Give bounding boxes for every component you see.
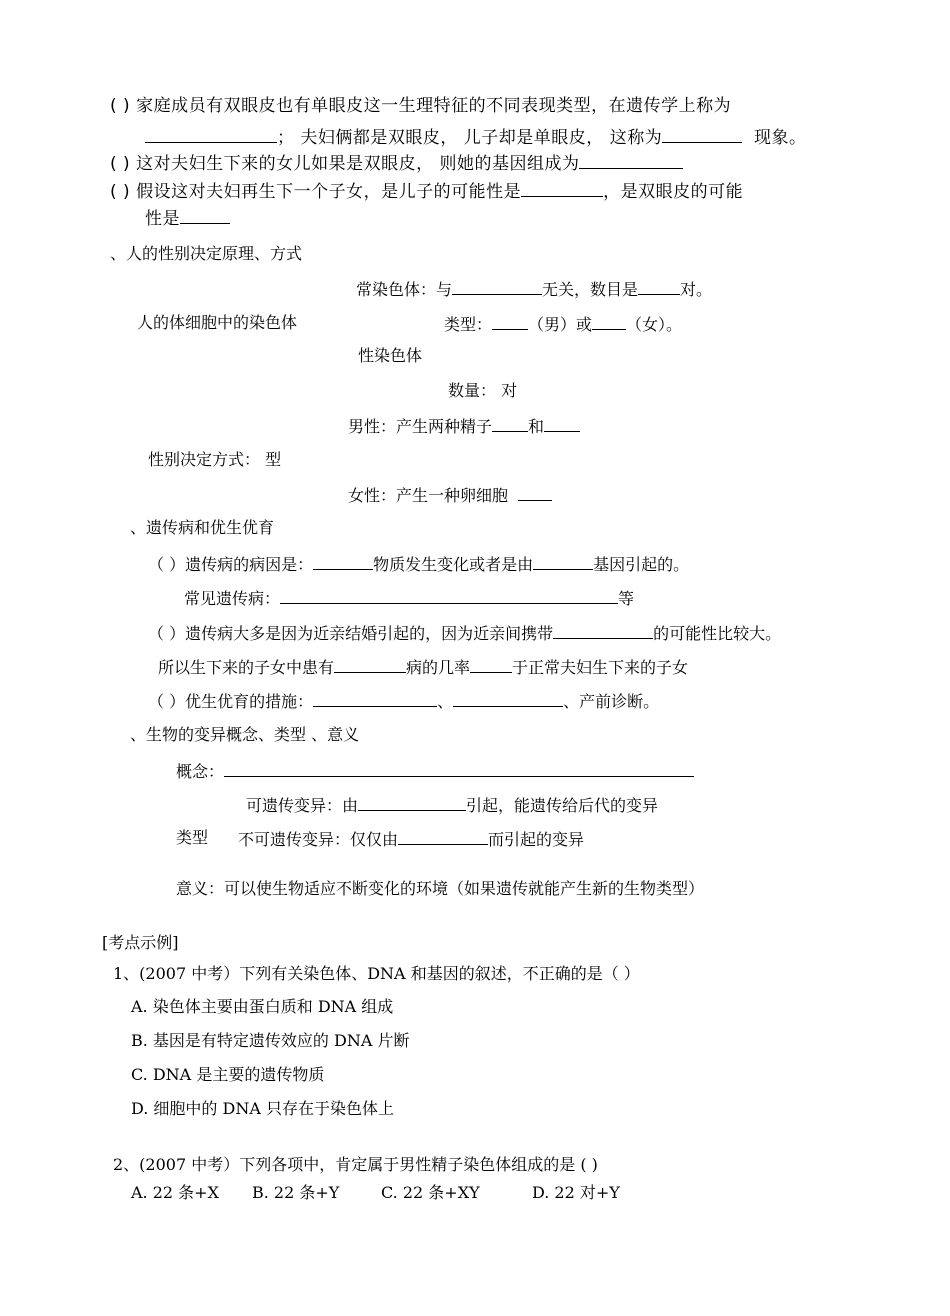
blank[interactable] [662,126,742,143]
common-disease-line: 常见遗传病： 等 [184,589,635,608]
blank[interactable] [544,415,580,432]
variation-meaning: 意义：可以使生物适应不断变化的环境（如果遗传就能产生新的生物类型） [176,879,705,898]
heritable-variation-line: 可遗传变异：由 引起，能遗传给后代的变异 [246,796,659,815]
blank[interactable] [470,656,512,673]
blank[interactable] [492,313,528,330]
blank[interactable] [224,760,694,777]
question-3: ( ) 假设这对夫妇再生下一个子女，是儿子的可能性是 ，是双眼皮的可能 [110,182,744,202]
blank[interactable] [453,690,563,707]
blank[interactable] [280,587,618,604]
question-2 [110,152,683,174]
question-3-line2: 性是 [145,207,230,229]
blank[interactable] [452,278,542,295]
autosome-line: 常染色体：与 无关，数目是 对。 [356,280,713,299]
consanguinity-line: （ ）遗传病大多是因为近亲结婚引起的，因为近亲间携带 的可能性比较大。 [148,624,782,643]
blank[interactable] [313,690,437,707]
blank[interactable] [553,622,653,639]
option-1a[interactable]: A. 染色体主要由蛋白质和 DNA 组成 [131,997,394,1016]
female-line: 女性：产生一种卵细胞 [348,484,552,506]
blank[interactable] [398,828,488,845]
probability-line: 所以生下来的子女中患有 病的几率 于正常夫妇生下来的子女 [158,658,689,677]
type-line: 类型： （男）或 （女）。 [444,315,683,334]
blank[interactable] [592,313,626,330]
option-2d[interactable]: D. 22 对+Y [532,1183,620,1202]
blank[interactable] [358,794,466,811]
question-text: 家庭成员有双眼皮也有单眼皮这一生理特征的不同表现类型，在遗传学上称为 [136,96,732,116]
male-line: 男性：产生两种精子 和 [348,415,580,437]
blank[interactable] [518,484,552,501]
blank[interactable] [145,126,277,143]
eugenics-line: （ ）优生优育的措施： 、 、产前诊断。 [148,692,660,711]
blank[interactable] [492,415,528,432]
blank[interactable] [334,656,406,673]
disease-cause-line: （ ）遗传病的病因是： 物质发生变化或者是由 基因引起的。 [148,555,690,574]
sex-determination-method: 性别决定方式： 型 [148,450,282,469]
question-text: 这对夫妇生下来的女儿如果是双眼皮， 则她的基因组成为 [136,154,580,174]
blank[interactable] [313,553,373,570]
option-2b[interactable]: B. 22 条+Y [252,1183,340,1202]
blank[interactable] [533,553,593,570]
question-1 [110,96,731,116]
count-line: 数量： 对 [448,381,518,400]
section-heading-disease: 、遗传病和优生优育 [130,518,275,537]
blank[interactable] [180,207,230,224]
concept-line: 概念： [176,760,694,782]
blank[interactable] [638,278,680,295]
section-heading-variation: 、生物的变异概念、类型 、意义 [130,725,360,744]
example-question-1: 1、(2007 中考）下列有关染色体、DNA 和基因的叙述，不正确的是（ ） [113,964,640,983]
question-1-line2: ； 夫妇俩都是双眼皮， 儿子却是单眼皮， 这称为 现象。 [145,126,807,148]
blank[interactable] [521,180,603,197]
option-2a[interactable]: A. 22 条+X [131,1183,219,1202]
answer-paren: ( ) [110,154,131,174]
option-1c[interactable]: C. DNA 是主要的遗传物质 [131,1065,325,1084]
answer-paren: ( ) [110,96,131,116]
option-2c[interactable]: C. 22 条+XY [381,1183,480,1202]
section-heading-sex: 、人的性别决定原理、方式 [110,244,303,263]
option-1d[interactable]: D. 细胞中的 DNA 只存在于染色体上 [131,1099,394,1118]
variation-type-label: 类型 [176,828,209,847]
nonheritable-variation-line: 不可遗传变异：仅仅由 而引起的变异 [238,830,585,849]
blank[interactable] [579,152,683,169]
somatic-chromosome-label: 人的体细胞中的染色体 [137,313,298,332]
examples-heading: [考点示例] [102,933,179,952]
answer-paren: ( ) [110,182,131,202]
option-1b[interactable]: B. 基因是有特定遗传效应的 DNA 片断 [131,1031,410,1050]
question-text: 假设这对夫妇再生下一个子女，是儿子的可能性是 [136,182,522,202]
example-question-2: 2、(2007 中考）下列各项中，肯定属于男性精子染色体组成的是 ( ) [113,1155,598,1174]
sex-chromosome-label: 性染色体 [358,346,423,365]
